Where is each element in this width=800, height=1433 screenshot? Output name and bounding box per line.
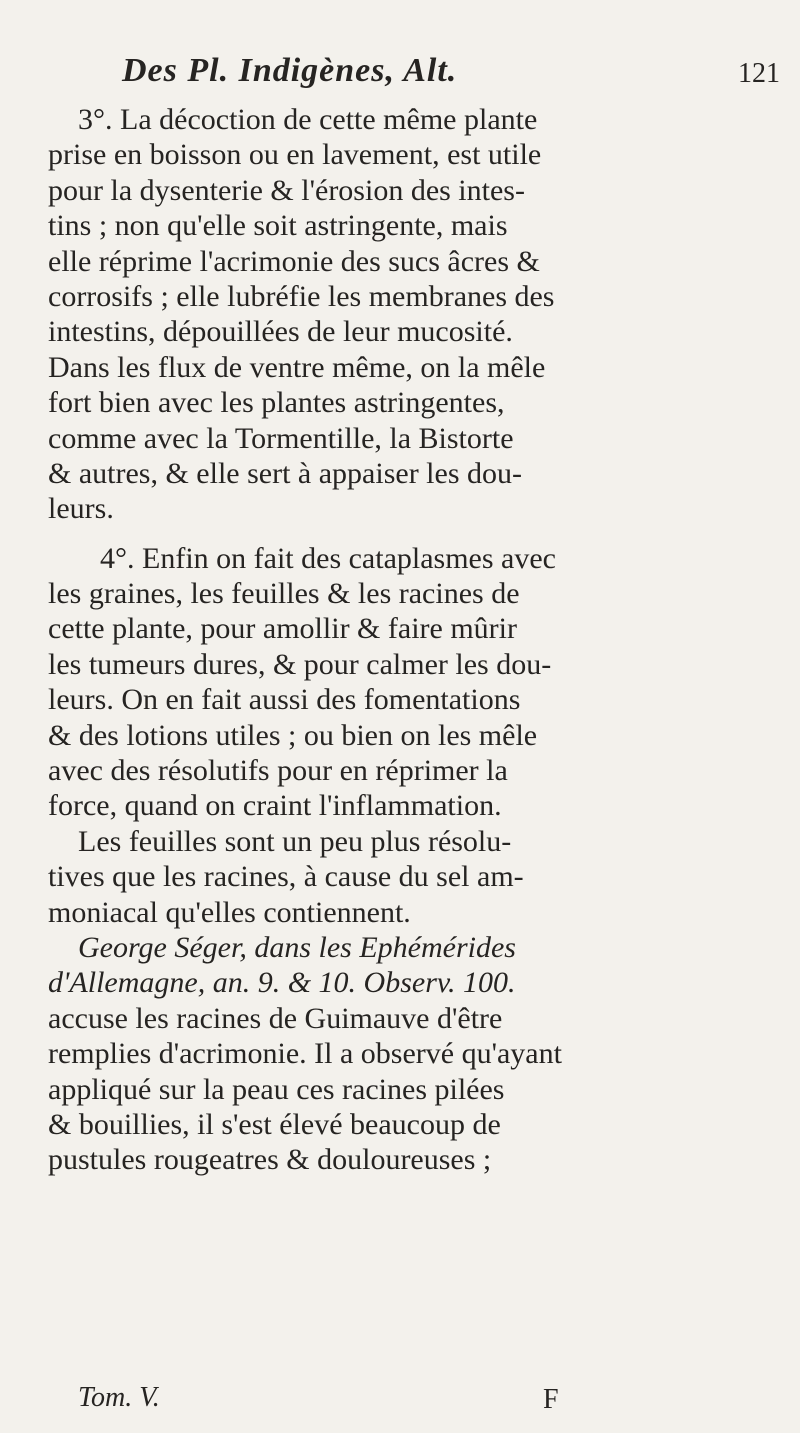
text-line: remplies d'acrimonie. Il a observé qu'ayant: [48, 1037, 562, 1071]
text-line: Dans les flux de ventre même, on la mêle: [48, 350, 546, 384]
text-line: elle réprime l'acrimonie des sucs âcres &: [48, 244, 540, 278]
page-footer: [48, 1382, 768, 1418]
text-line: fort bien avec les plantes astringentes,: [48, 386, 505, 420]
page-number: 121: [738, 58, 780, 89]
text-line: & bouillies, il s'est élevé beaucoup de: [48, 1107, 501, 1141]
text-line: tins ; non qu'elle soit astringente, mais: [48, 209, 508, 243]
text-line: & des lotions utiles ; ou bien on les mêle: [48, 718, 538, 752]
paragraph-gap: [48, 527, 768, 541]
page-header: [100, 52, 790, 96]
text-line: pustules rougeatres & douloureuses ;: [48, 1143, 492, 1177]
text-line: Les feuilles sont un peu plus résolu-: [78, 824, 512, 858]
text-line: pour la dysenterie & l'érosion des intes-: [48, 173, 525, 207]
running-title: Des Pl. Indigènes, Alt.: [122, 52, 458, 89]
text-line: 4°. Enfin on fait des cataplasmes avec: [100, 541, 556, 575]
text-line: George Séger, dans les Ephémérides: [78, 930, 516, 964]
text-line: leurs. On en fait aussi des fomentations: [48, 683, 521, 717]
text-line: cette plante, pour amollir & faire mûrir: [48, 612, 517, 646]
body-text: [48, 102, 768, 1178]
text-line: 3°. La décoction de cette même plante: [78, 103, 538, 136]
volume-mark: Tom. V.: [78, 1382, 160, 1413]
text-line: d'Allemagne, an. 9. & 10. Observ. 100.: [48, 966, 516, 1000]
text-line: tives que les racines, à cause du sel am-: [48, 860, 524, 894]
text-line: comme avec la Tormentille, la Bistorte: [48, 421, 514, 455]
text-line: appliqué sur la peau ces racines pilées: [48, 1072, 505, 1106]
text-line: force, quand on craint l'inflammation.: [48, 789, 502, 823]
text-line: avec des résolutifs pour en réprimer la: [48, 754, 508, 788]
text-line: prise en boisson ou en lavement, est utile: [48, 138, 542, 172]
text-line: accuse les racines de Guimauve d'être: [48, 1001, 503, 1035]
text-line: les tumeurs dures, & pour calmer les dou-: [48, 647, 552, 681]
text-line: moniacal qu'elles contiennent.: [48, 895, 411, 929]
text-line: corrosifs ; elle lubréfie les membranes des: [48, 279, 555, 313]
text-line: intestins, dépouillées de leur mucosité.: [48, 315, 513, 349]
signature-mark: F: [543, 1384, 559, 1415]
text-line: leurs.: [48, 492, 114, 526]
text-line: & autres, & elle sert à appaiser les dou-: [48, 456, 522, 490]
text-line: les graines, les feuilles & les racines de: [48, 577, 520, 611]
